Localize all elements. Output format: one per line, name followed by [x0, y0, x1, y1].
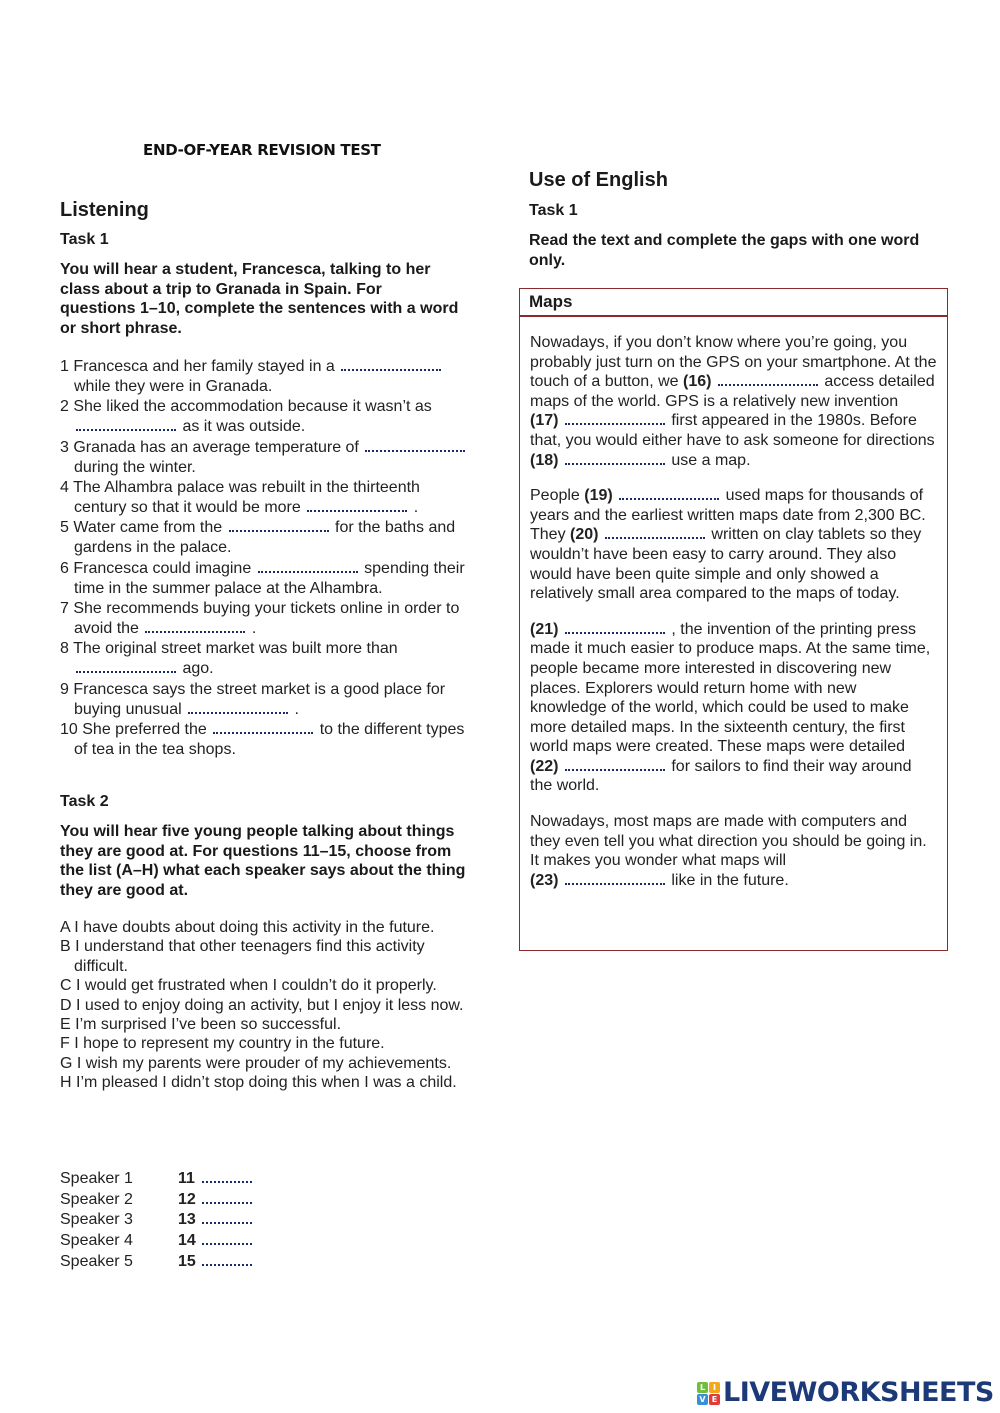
question-4: 4 The Alhambra palace was rebuilt in the thirteenth century so that it would be more . — [60, 478, 420, 517]
answer-gap-5[interactable] — [229, 520, 329, 532]
listening-task2-options — [60, 918, 465, 1093]
maps-paragraph-3: (21) , the invention of the printing press made it much easier to produce maps. At the same time, people became more interested in discovering new places. Explorers would return home with new knowledge of the world, which could be used to make more detailed maps. In the sixteenth century, the first world maps were created. These maps were detailed (22) for sailors to find their way around the world. — [530, 620, 931, 795]
liveworksheets-logo[interactable] — [697, 1378, 994, 1408]
maps-paragraph-1: Nowadays, if you don’t know where you’re going, you probably just turn on the GPS on your smartphone. At the touch of a button, we (16) access detailed maps of the world. GPS is a relatively new invention (17) first appeared in the 1980s. Before that, you would either have to ask someone for directions (18) use a map. — [530, 334, 937, 469]
answer-gap-18[interactable] — [565, 453, 665, 465]
maps-box-body — [520, 317, 947, 890]
answer-gap-22[interactable] — [565, 759, 665, 771]
option-e: E I’m surprised I’ve been so successful. — [60, 1016, 342, 1034]
question-8: 8 The original street market was built more than ago. — [60, 640, 398, 678]
document-title: END-OF-YEAR REVISION TEST — [143, 141, 381, 159]
answer-gap-17[interactable] — [565, 413, 665, 425]
maps-paragraph-4: Nowadays, most maps are made with computers and they even tell you what direction you should be going in. It makes you wonder what maps will (23) like in the future. — [530, 813, 927, 889]
answer-gap-8[interactable] — [76, 661, 176, 673]
speaker-row-4: Speaker 4 14 — [60, 1231, 480, 1252]
question-7: 7 She recommends buying your tickets online in order to avoid the . — [60, 599, 460, 638]
answer-gap-10[interactable] — [213, 722, 313, 734]
option-a: A I have doubts about doing this activity in the future. — [60, 919, 435, 936]
speaker-row-2: Speaker 2 12 — [60, 1190, 480, 1211]
question-1: 1 Francesca and her family stayed in a while they were in Granada. — [60, 357, 475, 397]
option-c: C I would get frustrated when I couldn’t do it properly. — [60, 977, 437, 995]
answer-gap-4[interactable] — [307, 500, 407, 512]
question-10: 10 She preferred the to the different types of tea in the tea shops. — [60, 720, 465, 758]
logo-wordmark: LIVEWORKSHEETS — [723, 1377, 994, 1408]
speaker-row-1: Speaker 1 11 — [60, 1169, 480, 1190]
listening-task1-title: Task 1 — [60, 231, 109, 248]
answer-gap-15[interactable] — [202, 1254, 252, 1266]
option-b: B I understand that other teenagers find this activity difficult. — [60, 938, 425, 975]
listening-task2-instructions: You will hear five young people talking about things they are good at. For questions 11–15, choose from the list (A–H) what each speaker says about the thing they are good at. — [60, 823, 466, 899]
speaker-row-3: Speaker 3 13 — [60, 1210, 480, 1231]
live-blocks-icon — [697, 1382, 720, 1405]
use-of-english-task1-title: Task 1 — [529, 202, 578, 219]
logo-cell-e: E — [709, 1394, 720, 1405]
answer-gap-1[interactable] — [341, 359, 441, 371]
answer-gap-23[interactable] — [565, 873, 665, 885]
question-3: 3 Granada has an average temperature of during the winter. — [60, 438, 475, 478]
answer-gap-3[interactable] — [365, 440, 465, 452]
logo-cell-v: V — [697, 1394, 708, 1405]
answer-gap-9[interactable] — [188, 702, 288, 714]
answer-gap-16[interactable] — [718, 374, 818, 386]
listening-task1-instructions: You will hear a student, Francesca, talking to her class about a trip to Granada in Spain. For questions 1–10, complete the sentences with a word or short phrase. — [60, 261, 459, 337]
answer-gap-21[interactable] — [565, 622, 665, 634]
answer-gap-20[interactable] — [605, 527, 705, 539]
use-of-english-heading: Use of English — [529, 169, 668, 191]
speaker-answers — [60, 1169, 480, 1273]
answer-gap-6[interactable] — [258, 561, 358, 573]
answer-gap-7[interactable] — [145, 621, 245, 633]
question-5: 5 Water came from the for the baths and gardens in the palace. — [60, 519, 456, 557]
option-g: G I wish my parents were prouder of my achievements. — [60, 1054, 452, 1072]
logo-cell-l: L — [697, 1382, 708, 1393]
answer-gap-11[interactable] — [202, 1171, 252, 1183]
listening-heading: Listening — [60, 199, 149, 221]
option-h: H I’m pleased I didn’t stop doing this when I was a child. — [60, 1074, 457, 1092]
answer-gap-13[interactable] — [202, 1212, 252, 1224]
logo-cell-i: I — [709, 1382, 720, 1393]
speaker-row-5: Speaker 5 15 — [60, 1252, 480, 1273]
use-of-english-task1-instructions: Read the text and complete the gaps with one word only. — [529, 232, 920, 269]
answer-gap-14[interactable] — [202, 1233, 252, 1245]
question-9: 9 Francesca says the street market is a good place for buying unusual . — [60, 680, 446, 718]
answer-gap-12[interactable] — [202, 1192, 252, 1204]
listening-task1-questions — [60, 357, 475, 760]
option-f: F I hope to represent my country in the future. — [60, 1035, 385, 1053]
answer-gap-2[interactable] — [76, 419, 176, 431]
question-2: 2 She liked the accommodation because it wasn’t as as it was outside. — [60, 398, 432, 436]
maps-text-box — [519, 288, 948, 951]
option-d: D I used to enjoy doing an activity, but I enjoy it less now. — [60, 996, 464, 1014]
answer-gap-19[interactable] — [619, 488, 719, 500]
maps-box-title: Maps — [520, 289, 947, 317]
listening-task2-title: Task 2 — [60, 793, 109, 810]
maps-paragraph-2: People (19) used maps for thousands of years and the earliest written maps date from 2,300 BC. They (20) written on clay tablets so they wouldn’t have been easy to carry around. They also would have been quite simple and only showed a relatively small area compared to the maps of today. — [530, 487, 926, 603]
question-6: 6 Francesca could imagine spending their time in the summer palace at the Alhambra. — [60, 559, 465, 597]
